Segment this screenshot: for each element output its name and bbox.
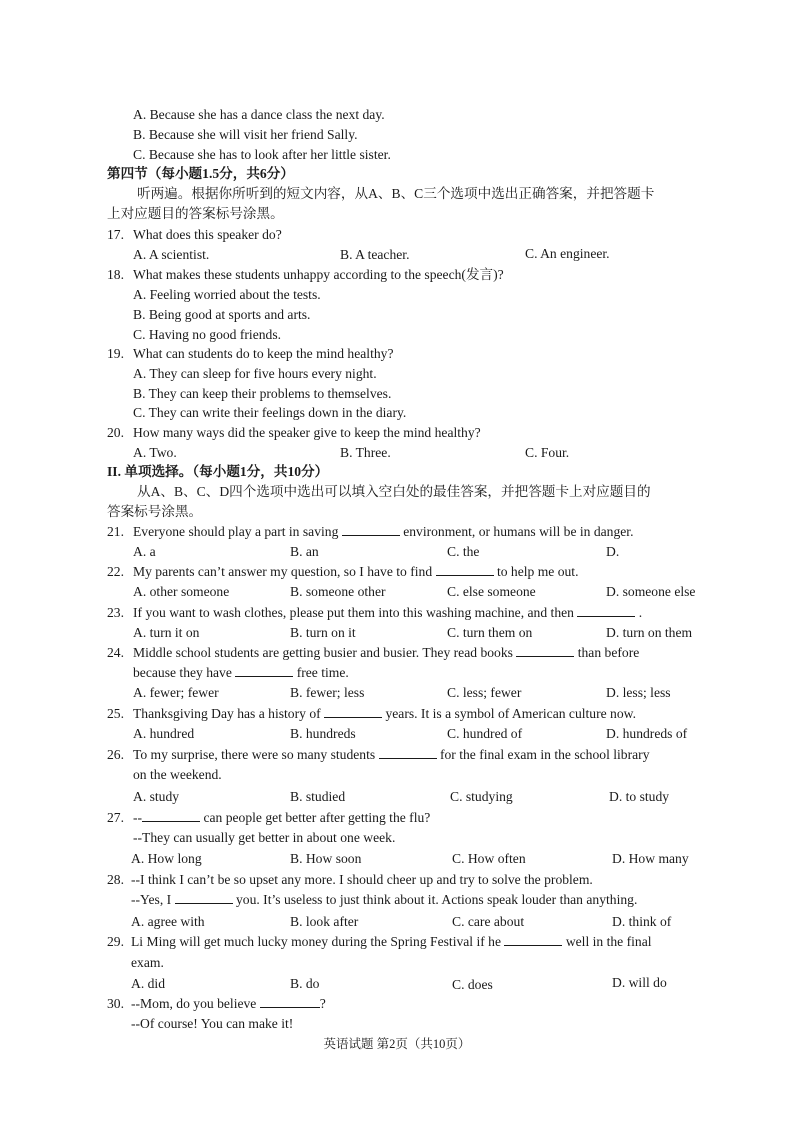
q22-stem: [133, 563, 579, 581]
q29-option-b: B. do: [290, 976, 320, 991]
q24-option-b: B. fewer; less: [290, 685, 365, 700]
q24-option-d: D. less; less: [606, 685, 671, 700]
q17-option-c: C. An engineer.: [525, 246, 610, 261]
q29-number: 29.: [107, 934, 124, 949]
q25-blank: [324, 705, 382, 718]
q21-option-c: C. the: [447, 544, 480, 559]
q20-option-b: B. Three.: [340, 445, 391, 460]
q28-stem-pre2: --Yes, I: [131, 892, 172, 907]
q29-stem-pre: Li Ming will get much lucky money during the Spring Festival if he: [131, 934, 502, 949]
q23-stem-pre: If you want to wash clothes, please put them into this washing machine, and then: [133, 605, 574, 620]
q27-stem: [133, 809, 430, 827]
part2-instruction-1: 从A、B、C、D四个选项中选出可以填入空白处的最佳答案，并把答题卡上对应题目的: [137, 484, 651, 499]
q17-number: 17.: [107, 227, 124, 242]
q28-option-c: C. care about: [452, 914, 525, 929]
q27-blank: [142, 809, 200, 822]
q24-stem-pre: Middle school students are getting busier and busier. They read books: [133, 645, 513, 660]
section4-instruction-2: 上对应题目的答案标号涂黑。: [107, 206, 284, 221]
q23-option-c: C. turn them on: [447, 625, 533, 640]
q30-number: 30.: [107, 996, 124, 1011]
q17-option-a: A. A scientist.: [133, 247, 210, 262]
q18-option-a: A. Feeling worried about the tests.: [133, 287, 321, 302]
q27-stem-post: can people get better after getting the flu?: [203, 810, 431, 825]
q17-option-b: B. A teacher.: [340, 247, 410, 262]
q26-number: 26.: [107, 747, 124, 762]
q25-option-d: D. hundreds of: [606, 726, 688, 741]
q23-blank: [577, 604, 635, 617]
q22-stem-pre: My parents can’t answer my question, so I have to find: [133, 564, 433, 579]
q19-option-b: B. They can keep their problems to themselves.: [133, 386, 392, 401]
part2-title: II. 单项选择。（每小题1分，共10分）: [107, 464, 329, 479]
q23-stem-post: .: [638, 605, 643, 620]
q29-stem-line2: exam.: [131, 955, 164, 970]
q25-option-b: B. hundreds: [290, 726, 356, 741]
q18-option-c: C. Having no good friends.: [133, 327, 282, 342]
q26-blank: [379, 746, 437, 759]
q25-stem: [133, 705, 636, 723]
q26-stem: [133, 746, 650, 764]
q28-stem-post2: you. It’s useless to just think about it. Actions speak louder than anything.: [235, 892, 638, 907]
q21-blank: [342, 523, 400, 536]
q26-stem-pre: To my surprise, there were so many students: [133, 747, 376, 762]
q26-stem-post: for the final exam in the school library: [439, 747, 650, 762]
q26-stem-line2: on the weekend.: [133, 767, 222, 782]
q20-number: 20.: [107, 425, 124, 440]
q23-option-d: D. turn on them: [606, 625, 693, 640]
q26-option-a: A. study: [133, 789, 180, 804]
q18-number: 18.: [107, 267, 124, 282]
q19-number: 19.: [107, 346, 124, 361]
q29-option-a: A. did: [131, 976, 165, 991]
q25-stem-pre: Thanksgiving Day has a history of: [133, 706, 321, 721]
q24-option-a: A. fewer; fewer: [133, 685, 219, 700]
q23-option-b: B. turn on it: [290, 625, 356, 640]
q25-option-c: C. hundred of: [447, 726, 523, 741]
q16-option-a: A. Because she has a dance class the next day.: [133, 107, 385, 122]
section4-title: 第四节（每小题1.5分，共6分）: [107, 166, 294, 181]
q27-stem-pre: --: [133, 810, 143, 825]
q28-option-d: D. think of: [612, 914, 672, 929]
q18-option-b: B. Being good at sports and arts.: [133, 307, 311, 322]
q30-stem: [131, 995, 326, 1013]
q19-option-a: A. They can sleep for five hours every night.: [133, 366, 377, 381]
q24-stem-line2: [133, 664, 349, 682]
q21-option-d: D.: [606, 544, 620, 559]
q23-stem: [133, 604, 642, 622]
q29-option-c: C. does: [452, 977, 493, 992]
q22-number: 22.: [107, 564, 124, 579]
q30-stem-line2: --Of course! You can make it!: [131, 1016, 294, 1031]
q26-option-c: C. studying: [450, 789, 513, 804]
q30-stem-pre: --Mom, do you believe: [131, 996, 257, 1011]
q24-stem-post2: free time.: [296, 665, 349, 680]
q21-option-a: A. a: [133, 544, 156, 559]
q28-number: 28.: [107, 872, 124, 887]
q30-stem-post: ?: [319, 996, 326, 1011]
q27-option-a: A. How long: [131, 851, 202, 866]
q24-stem-post: than before: [577, 645, 640, 660]
q26-option-d: D. to study: [609, 789, 670, 804]
q20-option-c: C. Four.: [525, 445, 570, 460]
q28-blank: [175, 891, 233, 904]
q30-blank: [260, 995, 320, 1008]
q22-option-c: C. else someone: [447, 584, 536, 599]
q24-number: 24.: [107, 645, 124, 660]
q28-option-b: B. look after: [290, 914, 359, 929]
q18-question: What makes these students unhappy according to the speech(发言)?: [133, 267, 504, 282]
q16-option-b: B. Because she will visit her friend Sally.: [133, 127, 358, 142]
q22-blank: [436, 563, 494, 576]
q24-stem-pre2: because they have: [133, 665, 232, 680]
q21-stem: [133, 523, 633, 541]
q28-stem-line2: [131, 891, 637, 909]
q21-stem-post: environment, or humans will be in danger.: [403, 524, 634, 539]
q25-stem-post: years. It is a symbol of American culture now.: [385, 706, 636, 721]
q20-option-a: A. Two.: [133, 445, 177, 460]
q22-stem-post: to help me out.: [496, 564, 579, 579]
q27-option-d: D. How many: [612, 851, 689, 866]
q22-option-a: A. other someone: [133, 584, 230, 599]
q27-stem-line2: --They can usually get better in about one week.: [133, 830, 396, 845]
q21-number: 21.: [107, 524, 124, 539]
q24-blank-1: [516, 644, 574, 657]
q21-stem-pre: Everyone should play a part in saving: [133, 524, 339, 539]
q27-option-c: C. How often: [452, 851, 526, 866]
q29-stem: [131, 933, 652, 951]
part2-instruction-2: 答案标号涂黑。: [107, 504, 203, 519]
q23-option-a: A. turn it on: [133, 625, 200, 640]
q29-option-d: D. will do: [612, 975, 667, 990]
q27-option-b: B. How soon: [290, 851, 362, 866]
q23-number: 23.: [107, 605, 124, 620]
q24-option-c: C. less; fewer: [447, 685, 522, 700]
q20-question: How many ways did the speaker give to keep the mind healthy?: [133, 425, 481, 440]
q29-blank: [504, 933, 562, 946]
q28-stem-line1: --I think I can’t be so upset any more. I should cheer up and try to solve the problem.: [131, 872, 593, 887]
q24-stem: [133, 644, 639, 662]
q22-option-b: B. someone other: [290, 584, 386, 599]
page-footer: 英语试题 第2页（共10页）: [323, 1037, 471, 1051]
section4-instruction-1: 听两遍。根据你所听到的短文内容，从A、B、C三个选项中选出正确答案，并把答题卡: [137, 186, 655, 201]
q17-question: What does this speaker do?: [133, 227, 282, 242]
q19-option-c: C. They can write their feelings down in the diary.: [133, 405, 407, 420]
q19-question: What can students do to keep the mind healthy?: [133, 346, 394, 361]
q16-option-c: C. Because she has to look after her little sister.: [133, 147, 391, 162]
q29-stem-post: well in the final: [565, 934, 652, 949]
q22-option-d: D. someone else: [606, 584, 696, 599]
q24-blank-2: [235, 664, 293, 677]
q28-option-a: A. agree with: [131, 914, 205, 929]
q27-number: 27.: [107, 810, 124, 825]
q26-option-b: B. studied: [290, 789, 346, 804]
q21-option-b: B. an: [290, 544, 319, 559]
q25-number: 25.: [107, 706, 124, 721]
q25-option-a: A. hundred: [133, 726, 195, 741]
